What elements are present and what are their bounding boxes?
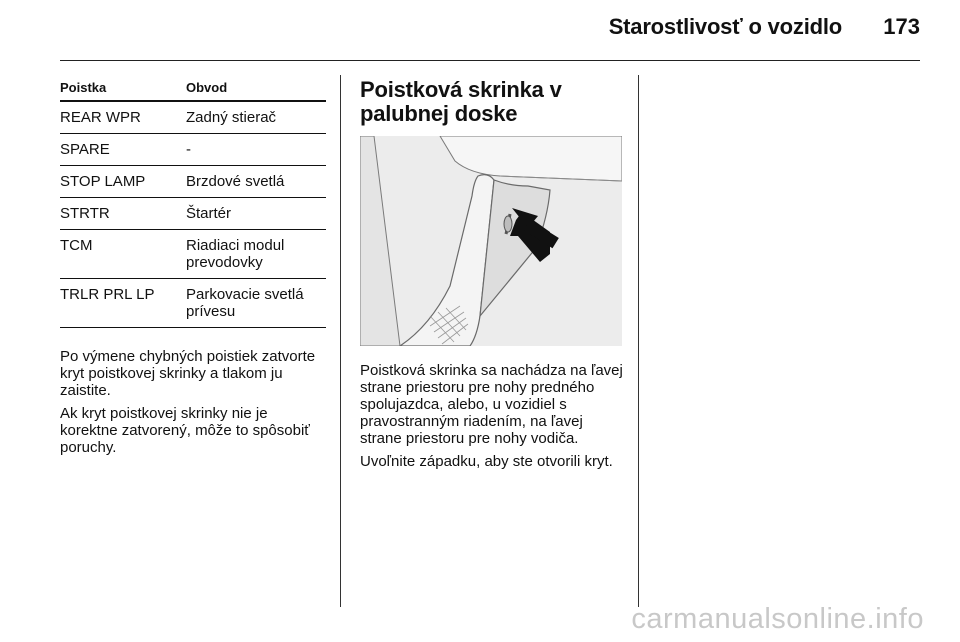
column-divider-left <box>340 75 341 607</box>
circuit-cell: Parkovacie svetlá prívesu <box>186 279 326 328</box>
table-row <box>60 279 326 328</box>
fuse-cell: TCM <box>60 230 186 279</box>
fuse-column-header: Poistka <box>60 80 186 101</box>
table-row <box>60 198 326 230</box>
middle-column <box>360 78 624 470</box>
table-row <box>60 166 326 198</box>
header-rule <box>60 60 920 61</box>
paragraph-close-cover: Po výmene chybných poistiek zatvorte kryt poistkovej skrinky a tlakom ju zaistite. <box>60 348 316 399</box>
fuse-cell: STOP LAMP <box>60 166 186 198</box>
circuit-cell: Brzdové svetlá <box>186 166 326 198</box>
circuit-cell: - <box>186 134 326 166</box>
fuse-cell: SPARE <box>60 134 186 166</box>
paragraph-release-latch: Uvoľnite západku, aby ste otvorili kryt. <box>360 453 613 470</box>
section-title: Poistková skrinka v palubnej doske <box>360 77 562 126</box>
fuse-table-header-row <box>60 80 326 101</box>
circuit-cell: Štartér <box>186 198 326 230</box>
column-divider-right <box>638 75 639 607</box>
left-column <box>60 80 326 456</box>
fuse-cell: REAR WPR <box>60 101 186 134</box>
table-row <box>60 134 326 166</box>
table-row <box>60 230 326 279</box>
watermark: carmanualsonline.info <box>631 603 924 635</box>
circuit-cell: Zadný stierač <box>186 101 326 134</box>
page-number: 173 <box>883 14 920 39</box>
fuse-box-illustration <box>360 136 622 346</box>
table-row <box>60 101 326 134</box>
paragraph-cover-warning: Ak kryt poistkovej skrinky nie je korektne zatvorený, môže to spôsobiť poruchy. <box>60 405 310 456</box>
fuse-cell: TRLR PRL LP <box>60 279 186 328</box>
paragraph-fuse-box-location: Poistková skrinka sa nachádza na ľavej strane priestoru pre nohy predného spolujazdca, alebo, u vozidiel s pravostranným riadením, na ľavej strane priestoru pre nohy vodiča. <box>360 362 623 447</box>
fuse-cell: STRTR <box>60 198 186 230</box>
fuse-table <box>60 80 326 328</box>
running-header-title: Starostlivosť o vozidlo <box>608 14 842 39</box>
circuit-column-header: Obvod <box>186 80 326 101</box>
circuit-cell: Riadiaci modul prevodovky <box>186 230 326 279</box>
